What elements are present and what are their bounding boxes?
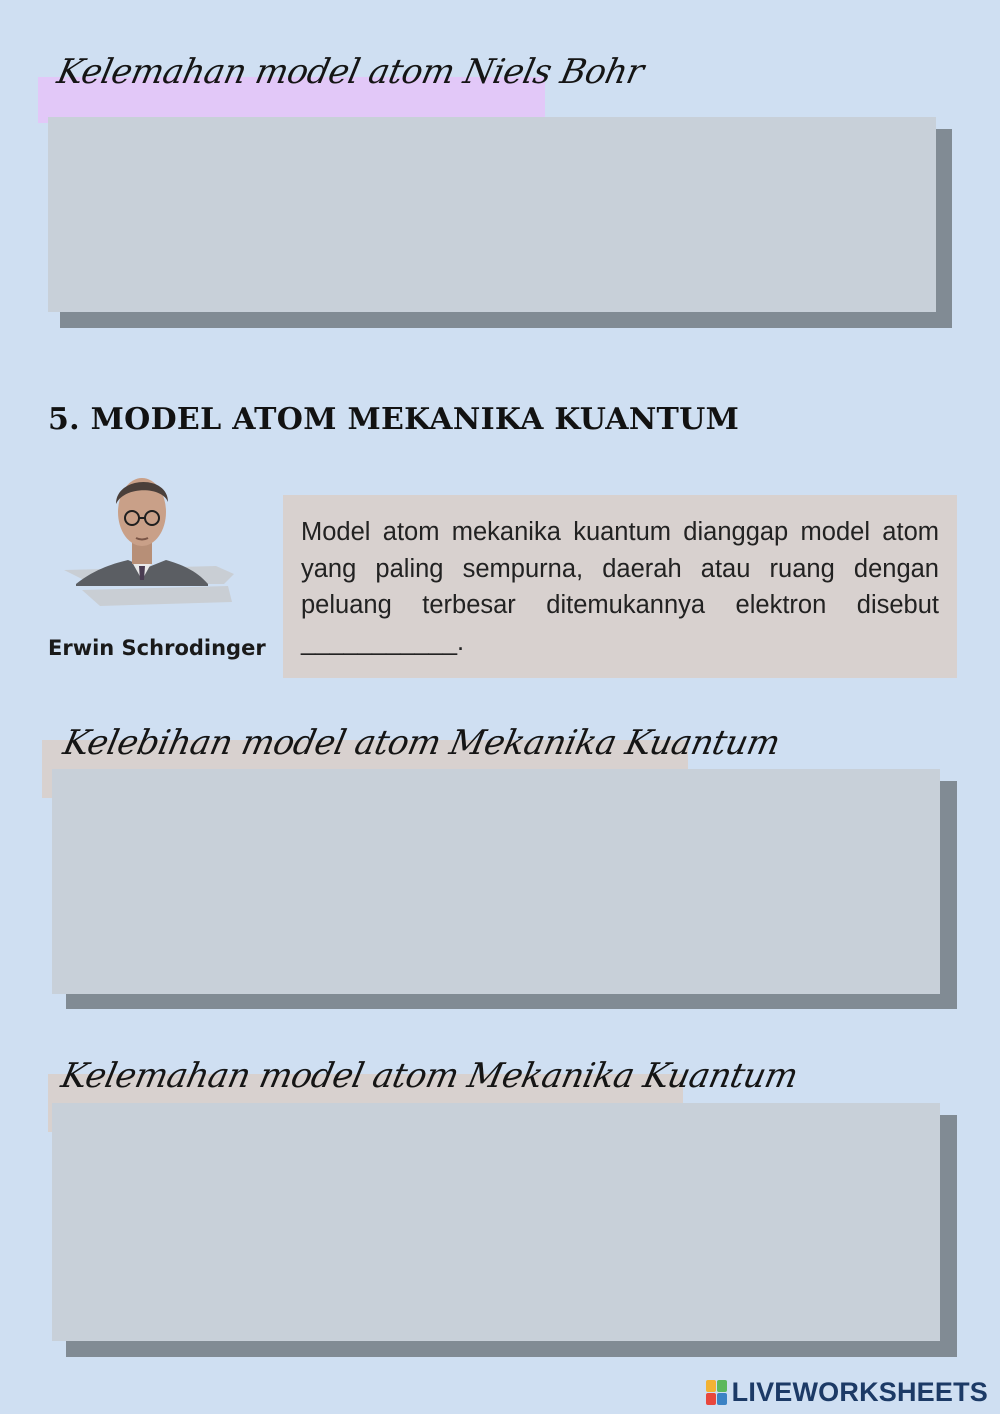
portrait-caption: Erwin Schrodinger <box>48 636 266 660</box>
erwin-schrodinger-portrait <box>56 468 246 618</box>
quantum-advantage-heading: Kelebihan model atom Mekanika Kuantum <box>59 723 784 763</box>
quantum-weakness-heading: Kelemahan model atom Mekanika Kuantum <box>57 1056 802 1096</box>
quantum-advantage-answer-box[interactable] <box>52 769 940 994</box>
liveworksheets-logo <box>706 1377 988 1408</box>
bohr-weakness-heading: Kelemahan model atom Niels Bohr <box>53 52 647 92</box>
quantum-weakness-answer-box[interactable] <box>52 1103 940 1341</box>
brand-name: LIVEWORKSHEETS <box>731 1377 988 1407</box>
liveworksheets-mark-icon <box>706 1380 728 1406</box>
section-title: 5. MODEL ATOM MEKANIKA KUANTUM <box>48 402 740 437</box>
bohr-weakness-answer-box[interactable] <box>48 117 936 312</box>
description-text: Model atom mekanika kuantum dianggap model atom yang paling sempurna, daerah atau ruang dengan peluang terbesar ditemukannya elektron disebut ___________. <box>301 518 939 656</box>
